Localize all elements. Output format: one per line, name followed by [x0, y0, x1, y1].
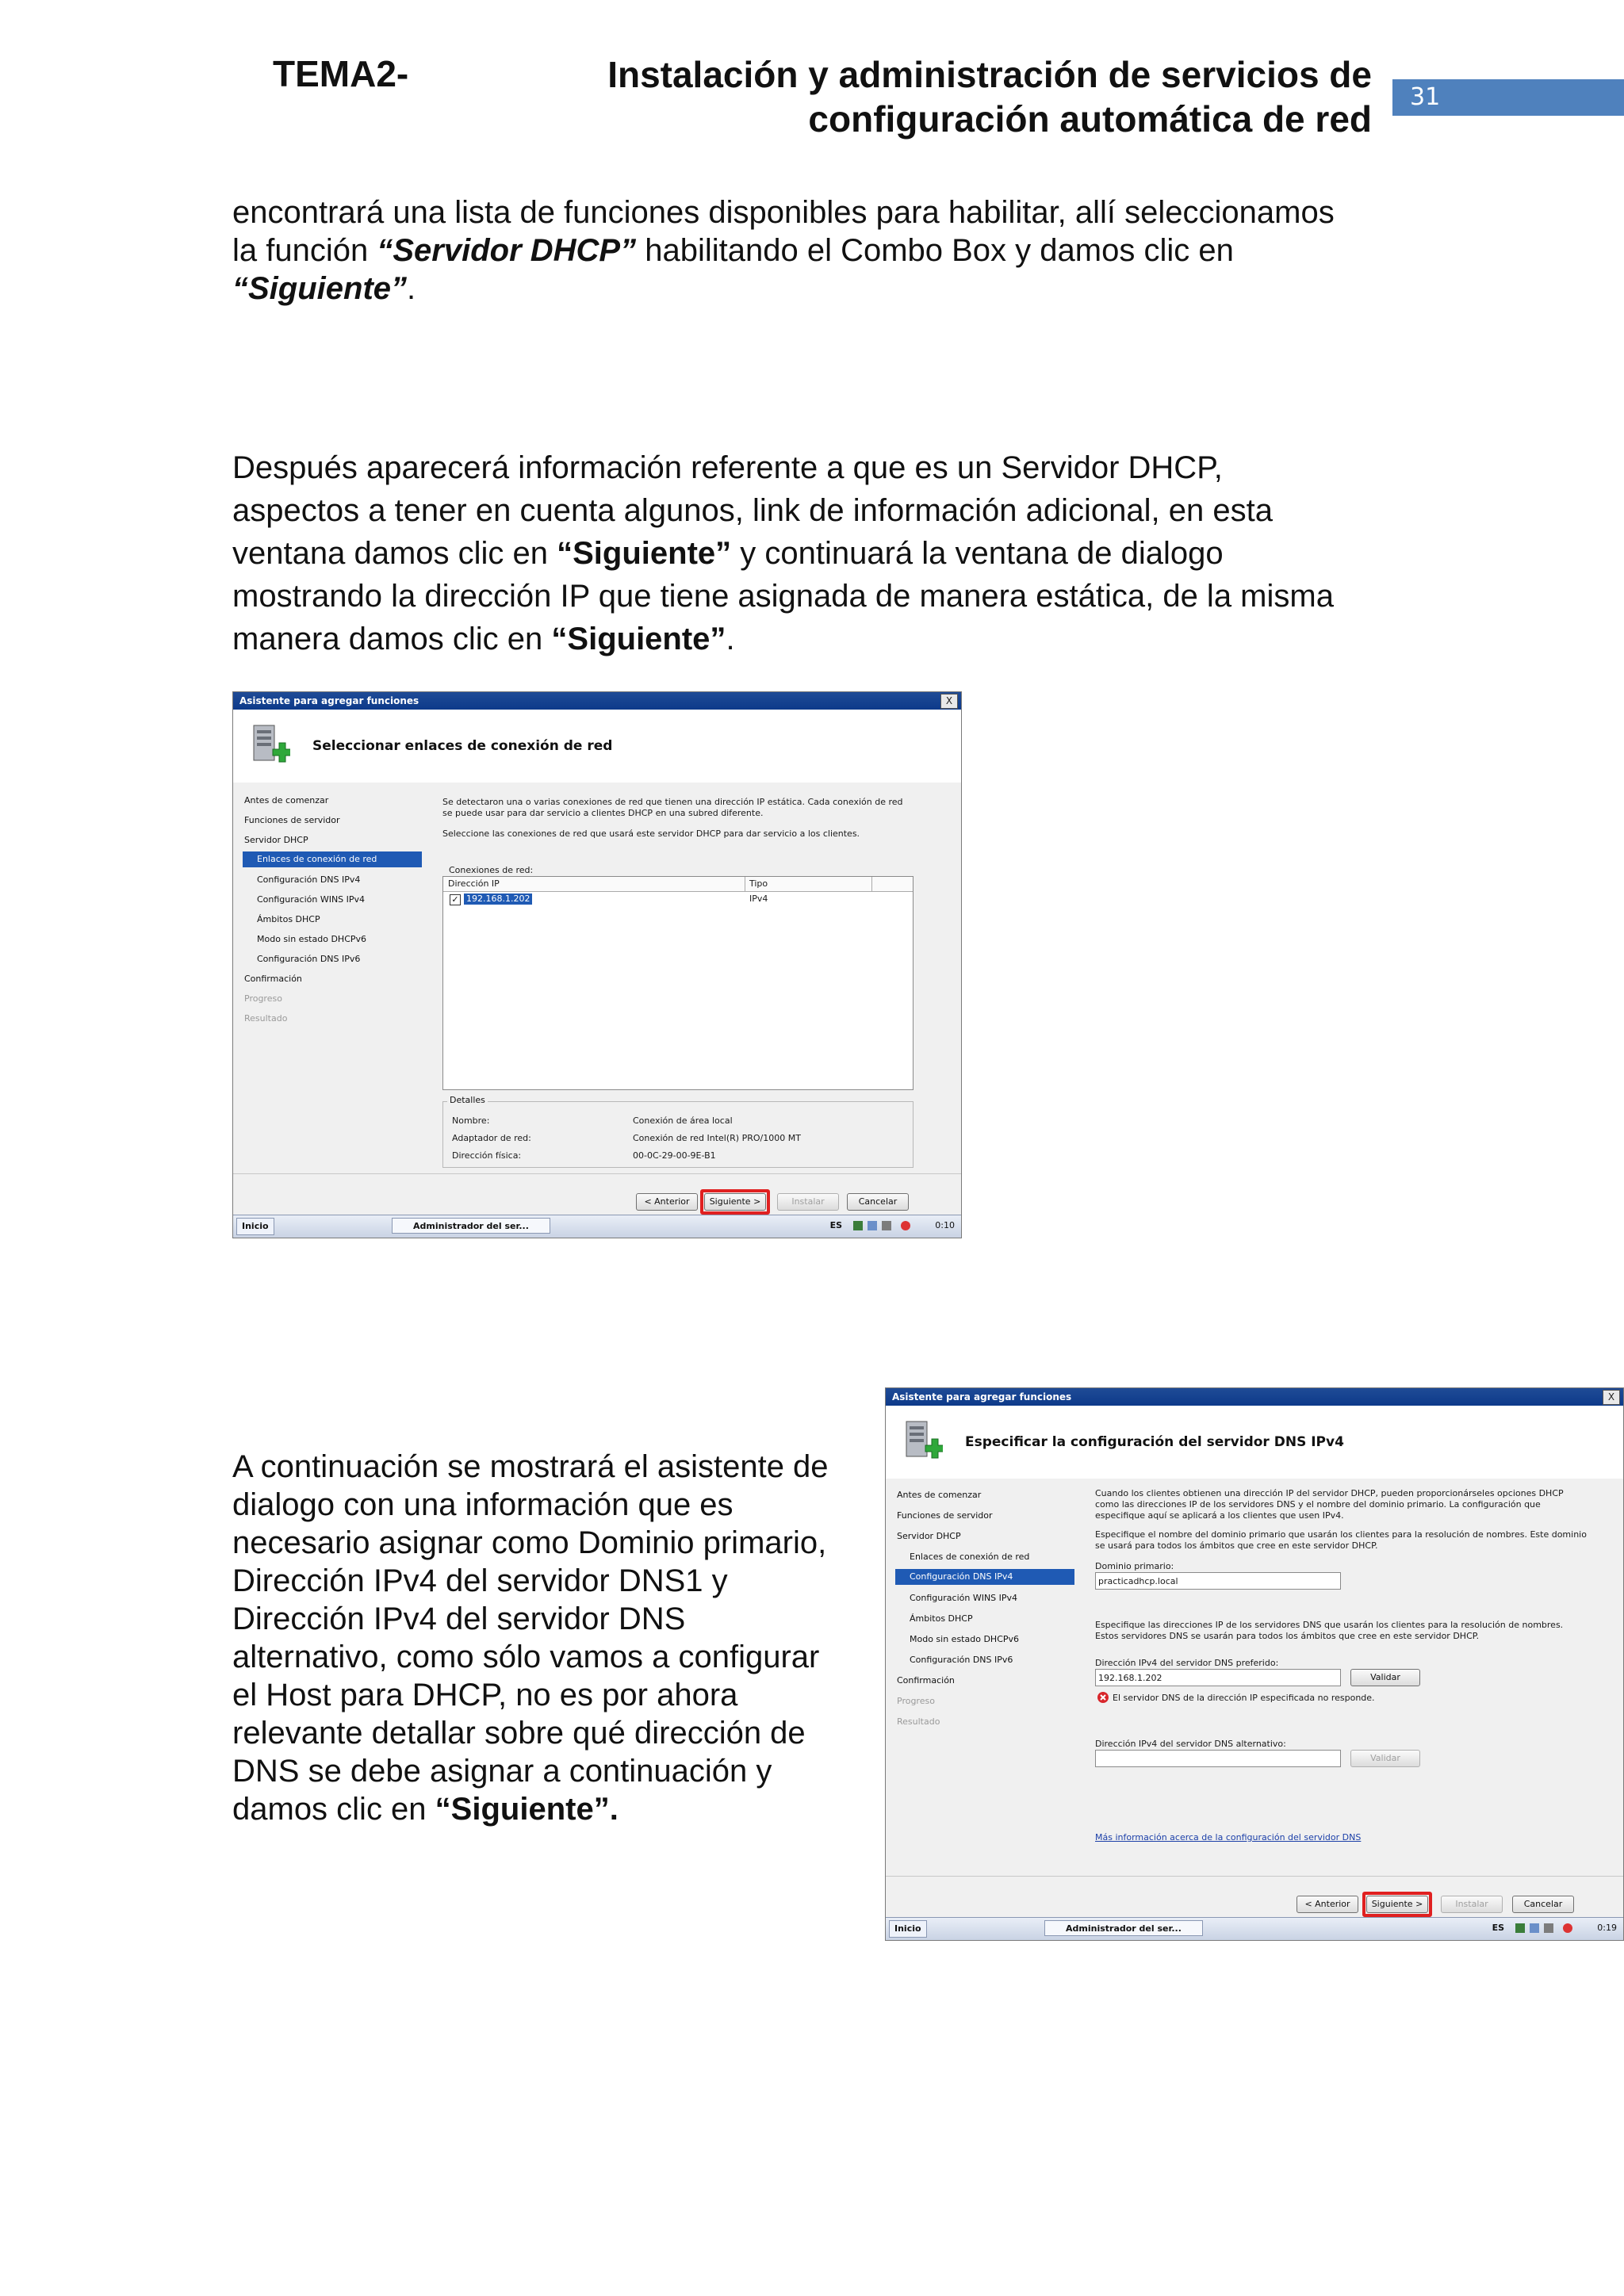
dns-alternate-field[interactable] [1095, 1750, 1341, 1767]
p1-line3-post: . [407, 271, 416, 306]
wizard-content [1078, 1479, 1623, 1877]
connection-type: IPv4 [749, 894, 768, 904]
intro-line2: como las direcciones IP de los servidores DNS y el nombre del dominio primario. La configuración que [1095, 1499, 1541, 1510]
p3-line2: dialogo con una información que es [232, 1487, 733, 1522]
wizard-steps [233, 783, 425, 1174]
p2-line3-post: y continuará la ventana de dialogo [731, 536, 1224, 571]
step-network-bindings[interactable]: Enlaces de conexión de red [243, 851, 422, 867]
clock: 0:19 [1597, 1923, 1617, 1933]
p3-line10-emph: “Siguiente”. [435, 1792, 619, 1827]
detail-adapter-label: Adaptador de red: [452, 1133, 531, 1143]
close-button[interactable]: X [1603, 1390, 1620, 1405]
next-button-highlight [700, 1189, 770, 1215]
start-button[interactable]: Inicio [889, 1920, 927, 1938]
p1-line2-post: habilitando el Combo Box y damos clic en [636, 233, 1234, 268]
chapter-label: TEMA2- [273, 53, 409, 94]
p3-line6: alternativo, como sólo vamos a configurar [232, 1640, 820, 1674]
step-server-roles[interactable]: Funciones de servidor [897, 1510, 993, 1521]
taskbar-server-manager[interactable]: Administrador del ser... [1044, 1920, 1203, 1936]
intro-line2: se puede usar para dar servicio a clientes DHCP en una subred diferente. [442, 808, 764, 818]
next-button[interactable]: Siguiente > [704, 1193, 766, 1211]
p2-line5-pre: manera damos clic en [232, 622, 552, 656]
p2-line5-post: . [726, 622, 735, 656]
back-button[interactable]: < Anterior [1297, 1896, 1358, 1913]
detail-mac-value: 00-0C-29-00-9E-B1 [633, 1150, 716, 1161]
step-wins-ipv4[interactable]: Configuración WINS IPv4 [257, 894, 366, 905]
p3-line3: necesario asignar como Dominio primario, [232, 1525, 827, 1560]
p1-line2-emph: “Servidor DHCP” [377, 233, 637, 268]
next-button[interactable]: Siguiente > [1366, 1896, 1428, 1913]
server-add-icon [902, 1418, 943, 1466]
chapter-title [508, 52, 1372, 141]
step-dhcpv6-stateless[interactable]: Modo sin estado DHCPv6 [257, 934, 367, 944]
step-confirmation[interactable]: Confirmación [897, 1675, 955, 1686]
paragraph-3 [232, 1448, 867, 1828]
step-wins-ipv4[interactable]: Configuración WINS IPv4 [910, 1593, 1018, 1603]
wizard-banner [886, 1406, 1623, 1479]
step-dhcpv6-stateless[interactable]: Modo sin estado DHCPv6 [910, 1634, 1020, 1644]
language-indicator[interactable]: ES [1492, 1923, 1504, 1933]
chapter-title-line1: Instalación y administración de servicios de [607, 54, 1372, 95]
p1-line3-emph: “Siguiente” [232, 271, 408, 306]
wizard-content [425, 783, 961, 1174]
primary-domain-value: practicadhcp.local [1098, 1576, 1178, 1586]
start-button[interactable]: Inicio [236, 1218, 274, 1235]
install-button: Instalar [777, 1193, 839, 1211]
chapter-title-line2: configuración automática de red [808, 98, 1372, 140]
cancel-button[interactable]: Cancelar [1512, 1896, 1574, 1913]
domain-help-line2: se usará para todos los ámbitos que cree en este servidor DHCP. [1095, 1540, 1378, 1551]
p2-line5-emph: “Siguiente” [551, 622, 726, 656]
step-progress: Progreso [244, 993, 282, 1004]
step-dhcp-scopes[interactable]: Ámbitos DHCP [257, 914, 320, 924]
intro-line3: Seleccione las conexiones de red que usará este servidor DHCP para dar servicio a los clientes. [442, 828, 860, 839]
connections-list[interactable] [442, 876, 914, 1090]
next-button-highlight [1362, 1892, 1432, 1917]
step-dns-ipv6[interactable]: Configuración DNS IPv6 [257, 954, 361, 964]
p3-line10 [232, 1790, 867, 1828]
p2-line3 [232, 532, 1390, 575]
step-dhcp-server[interactable]: Servidor DHCP [897, 1531, 961, 1541]
p2-line1: Después aparecerá información referente a que es un Servidor DHCP, [232, 450, 1223, 485]
wizard-banner [233, 710, 961, 783]
step-before-start[interactable]: Antes de comenzar [244, 795, 329, 806]
primary-domain-field[interactable] [1095, 1572, 1341, 1590]
col-ip-header[interactable]: Dirección IP [448, 878, 500, 889]
window-title: Asistente para agregar funciones [233, 692, 961, 710]
back-button[interactable]: < Anterior [636, 1193, 698, 1211]
step-dns-ipv4[interactable]: Configuración DNS IPv4 [895, 1569, 1074, 1585]
p3-line10-pre: damos clic en [232, 1792, 435, 1827]
p3-line1: A continuación se mostrará el asistente de [232, 1449, 829, 1484]
p2-line2: aspectos a tener en cuenta algunos, link de información adicional, en esta [232, 493, 1273, 528]
wizard-steps [886, 1479, 1078, 1877]
taskbar [886, 1917, 1623, 1940]
error-icon [1097, 1691, 1109, 1704]
step-dns-ipv6[interactable]: Configuración DNS IPv6 [910, 1655, 1013, 1665]
p1-line2 [232, 232, 1390, 270]
dns-preferred-value: 192.168.1.202 [1098, 1673, 1162, 1683]
more-info-link[interactable]: Más información acerca de la configuración del servidor DNS [1095, 1832, 1362, 1843]
detail-adapter-value: Conexión de red Intel(R) PRO/1000 MT [633, 1133, 801, 1143]
detail-name-label: Nombre: [452, 1115, 490, 1126]
dns-help-line2: Estos servidores DNS se usarán para todos los ámbitos que cree en este servidor DHCP. [1095, 1631, 1480, 1641]
step-confirmation[interactable]: Confirmación [244, 974, 302, 984]
dialog-network-bindings [232, 691, 962, 1238]
dialog-dns-ipv4 [885, 1387, 1624, 1941]
wizard-heading: Seleccionar enlaces de conexión de red [312, 738, 613, 754]
wizard-heading: Especificar la configuración del servidor DNS IPv4 [965, 1434, 1344, 1450]
close-button[interactable]: X [940, 694, 958, 709]
step-dhcp-server[interactable]: Servidor DHCP [244, 835, 308, 845]
p3-line4: Dirección IPv4 del servidor DNS1 y [232, 1563, 728, 1598]
p1-line1: encontrará una lista de funciones disponibles para habilitar, allí seleccionamos [232, 195, 1335, 230]
server-add-icon [249, 722, 290, 770]
p1-line2-pre: la función [232, 233, 377, 268]
step-dhcp-scopes[interactable]: Ámbitos DHCP [910, 1613, 973, 1624]
p1-line3 [232, 270, 1390, 308]
intro-line1: Cuando los clientes obtienen una dirección IP del servidor DHCP, pueden proporcionárseles opciones DHCP [1095, 1488, 1564, 1498]
details-label: Detalles [447, 1095, 488, 1105]
dns-preferred-field[interactable] [1095, 1669, 1341, 1686]
dns-error-message: El servidor DNS de la dirección IP especificada no responde. [1113, 1693, 1375, 1703]
connection-ip[interactable]: 192.168.1.202 [464, 894, 532, 905]
language-indicator[interactable]: ES [829, 1220, 842, 1230]
p3-line7: el Host para DHCP, no es por ahora [232, 1678, 738, 1712]
intro-line3: especifique aquí se aplicará a los clientes que usen IPv4. [1095, 1510, 1344, 1521]
cancel-button[interactable]: Cancelar [847, 1193, 909, 1211]
taskbar-server-manager[interactable]: Administrador del ser... [392, 1218, 550, 1234]
dns-alternate-label: Dirección IPv4 del servidor DNS alternativo: [1095, 1739, 1286, 1749]
step-server-roles[interactable]: Funciones de servidor [244, 815, 340, 825]
validate-preferred-button[interactable]: Validar [1350, 1669, 1420, 1686]
p2-line3-pre: ventana damos clic en [232, 536, 557, 571]
detail-mac-label: Dirección física: [452, 1150, 522, 1161]
step-result: Resultado [244, 1013, 288, 1024]
intro-line1: Se detectaron una o varias conexiones de red que tienen una dirección IP estática. Cada conexión de red [442, 797, 903, 807]
step-dns-ipv4[interactable]: Configuración DNS IPv4 [257, 874, 361, 885]
tray-icons[interactable] [1512, 1922, 1591, 1934]
step-before-start[interactable]: Antes de comenzar [897, 1490, 982, 1500]
dns-preferred-label: Dirección IPv4 del servidor DNS preferido: [1095, 1658, 1279, 1668]
domain-help-line1: Especifique el nombre del dominio primario que usarán los clientes para la resolución de nombres. Este dominio [1095, 1529, 1587, 1540]
clock: 0:10 [935, 1220, 955, 1230]
window-title: Asistente para agregar funciones [886, 1388, 1623, 1406]
paragraph-1 [232, 193, 1390, 308]
install-button: Instalar [1441, 1896, 1503, 1913]
connections-label: Conexiones de red: [449, 865, 534, 875]
p2-line5 [232, 618, 1390, 660]
domain-label: Dominio primario: [1095, 1561, 1174, 1571]
connection-checkbox[interactable]: ✓ [450, 894, 461, 905]
taskbar [233, 1215, 961, 1238]
p2-line4: mostrando la dirección IP que tiene asignada de manera estática, de la misma [232, 579, 1334, 614]
step-progress: Progreso [897, 1696, 935, 1706]
validate-alternate-button: Validar [1350, 1750, 1420, 1767]
dns-help-line1: Especifique las direcciones IP de los servidores DNS que usarán los clientes para la resolución de nombres. [1095, 1620, 1564, 1630]
tray-icons[interactable] [850, 1219, 929, 1232]
step-network-bindings[interactable]: Enlaces de conexión de red [910, 1552, 1030, 1562]
detail-name-value: Conexión de área local [633, 1115, 733, 1126]
paragraph-2 [232, 446, 1390, 660]
p3-line9: DNS se debe asignar a continuación y [232, 1754, 772, 1789]
p3-line5: Dirección IPv4 del servidor DNS [232, 1601, 686, 1636]
col-type-header[interactable]: Tipo [749, 878, 768, 889]
p3-line8: relevante detallar sobre qué dirección de [232, 1716, 806, 1751]
step-result: Resultado [897, 1716, 940, 1727]
p2-line3-emph: “Siguiente” [557, 536, 732, 571]
page-number: 31 [1392, 79, 1624, 116]
